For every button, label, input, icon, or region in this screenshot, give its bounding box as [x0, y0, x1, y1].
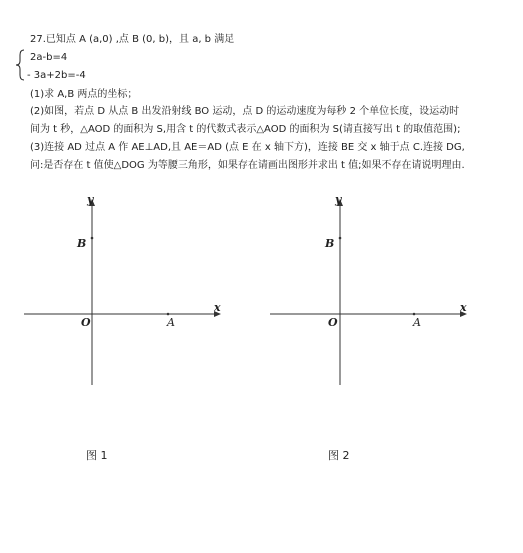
figure-1-point-b-dot: [91, 237, 94, 240]
figure-2-y-label: y: [335, 193, 342, 206]
figure-1-point-a-label: A: [167, 316, 175, 329]
figure-1-caption: 图 1: [86, 449, 108, 462]
figure-2-caption: 图 2: [328, 449, 350, 462]
figure-2-origin-label: O: [328, 316, 338, 329]
equation-2: - 3a+2b=-4: [27, 70, 86, 81]
question-1: (1)求 A,B 两点的坐标；: [30, 89, 138, 100]
question-2-line-1: (2)如图，若点 D 从点 B 出发沿射线 BO 运动，点 D 的运动速度为每秒 2 个单位长度，设运动时: [30, 106, 460, 117]
question-2-line-2: 间为 t 秒，△AOD 的面积为 S,用含 t 的代数式表示△AOD 的面积为 S(请直接写出 t 的取值范围);: [30, 124, 461, 135]
figure-2-point-b-dot: [339, 237, 342, 240]
figure-2-point-a-dot: [413, 313, 416, 316]
figure-2-x-label: x: [460, 301, 467, 314]
figure-1-point-b-label: B: [77, 237, 87, 250]
figure-2: [262, 185, 523, 395]
figure-1-y-label: y: [87, 193, 94, 206]
figure-1: [0, 185, 262, 395]
question-3-line-1: (3)连接 AD 过点 A 作 AE⊥AD,且 AE＝AD (点 E 在 x 轴下方)，连接 BE 交 x 轴于点 C.连接 DG,: [30, 142, 465, 153]
question-3-line-2: 问:是否存在 t 值使△DOG 为等腰三角形，如果存在请画出图形并求出 t 值;如果不存在请说明理由.: [30, 160, 465, 171]
figure-2-point-b-label: B: [325, 237, 335, 250]
figure-1-point-a-dot: [167, 313, 170, 316]
figure-2-point-a-label: A: [413, 316, 421, 329]
equation-1: 2a-b=4: [30, 52, 68, 63]
problem-stem: 27.已知点 A (a,0) ,点 B (0, b)，且 a, b 满足: [30, 34, 235, 45]
figure-1-origin-label: O: [81, 316, 91, 329]
equation-brace: [14, 49, 26, 81]
figure-1-x-label: x: [214, 301, 221, 314]
